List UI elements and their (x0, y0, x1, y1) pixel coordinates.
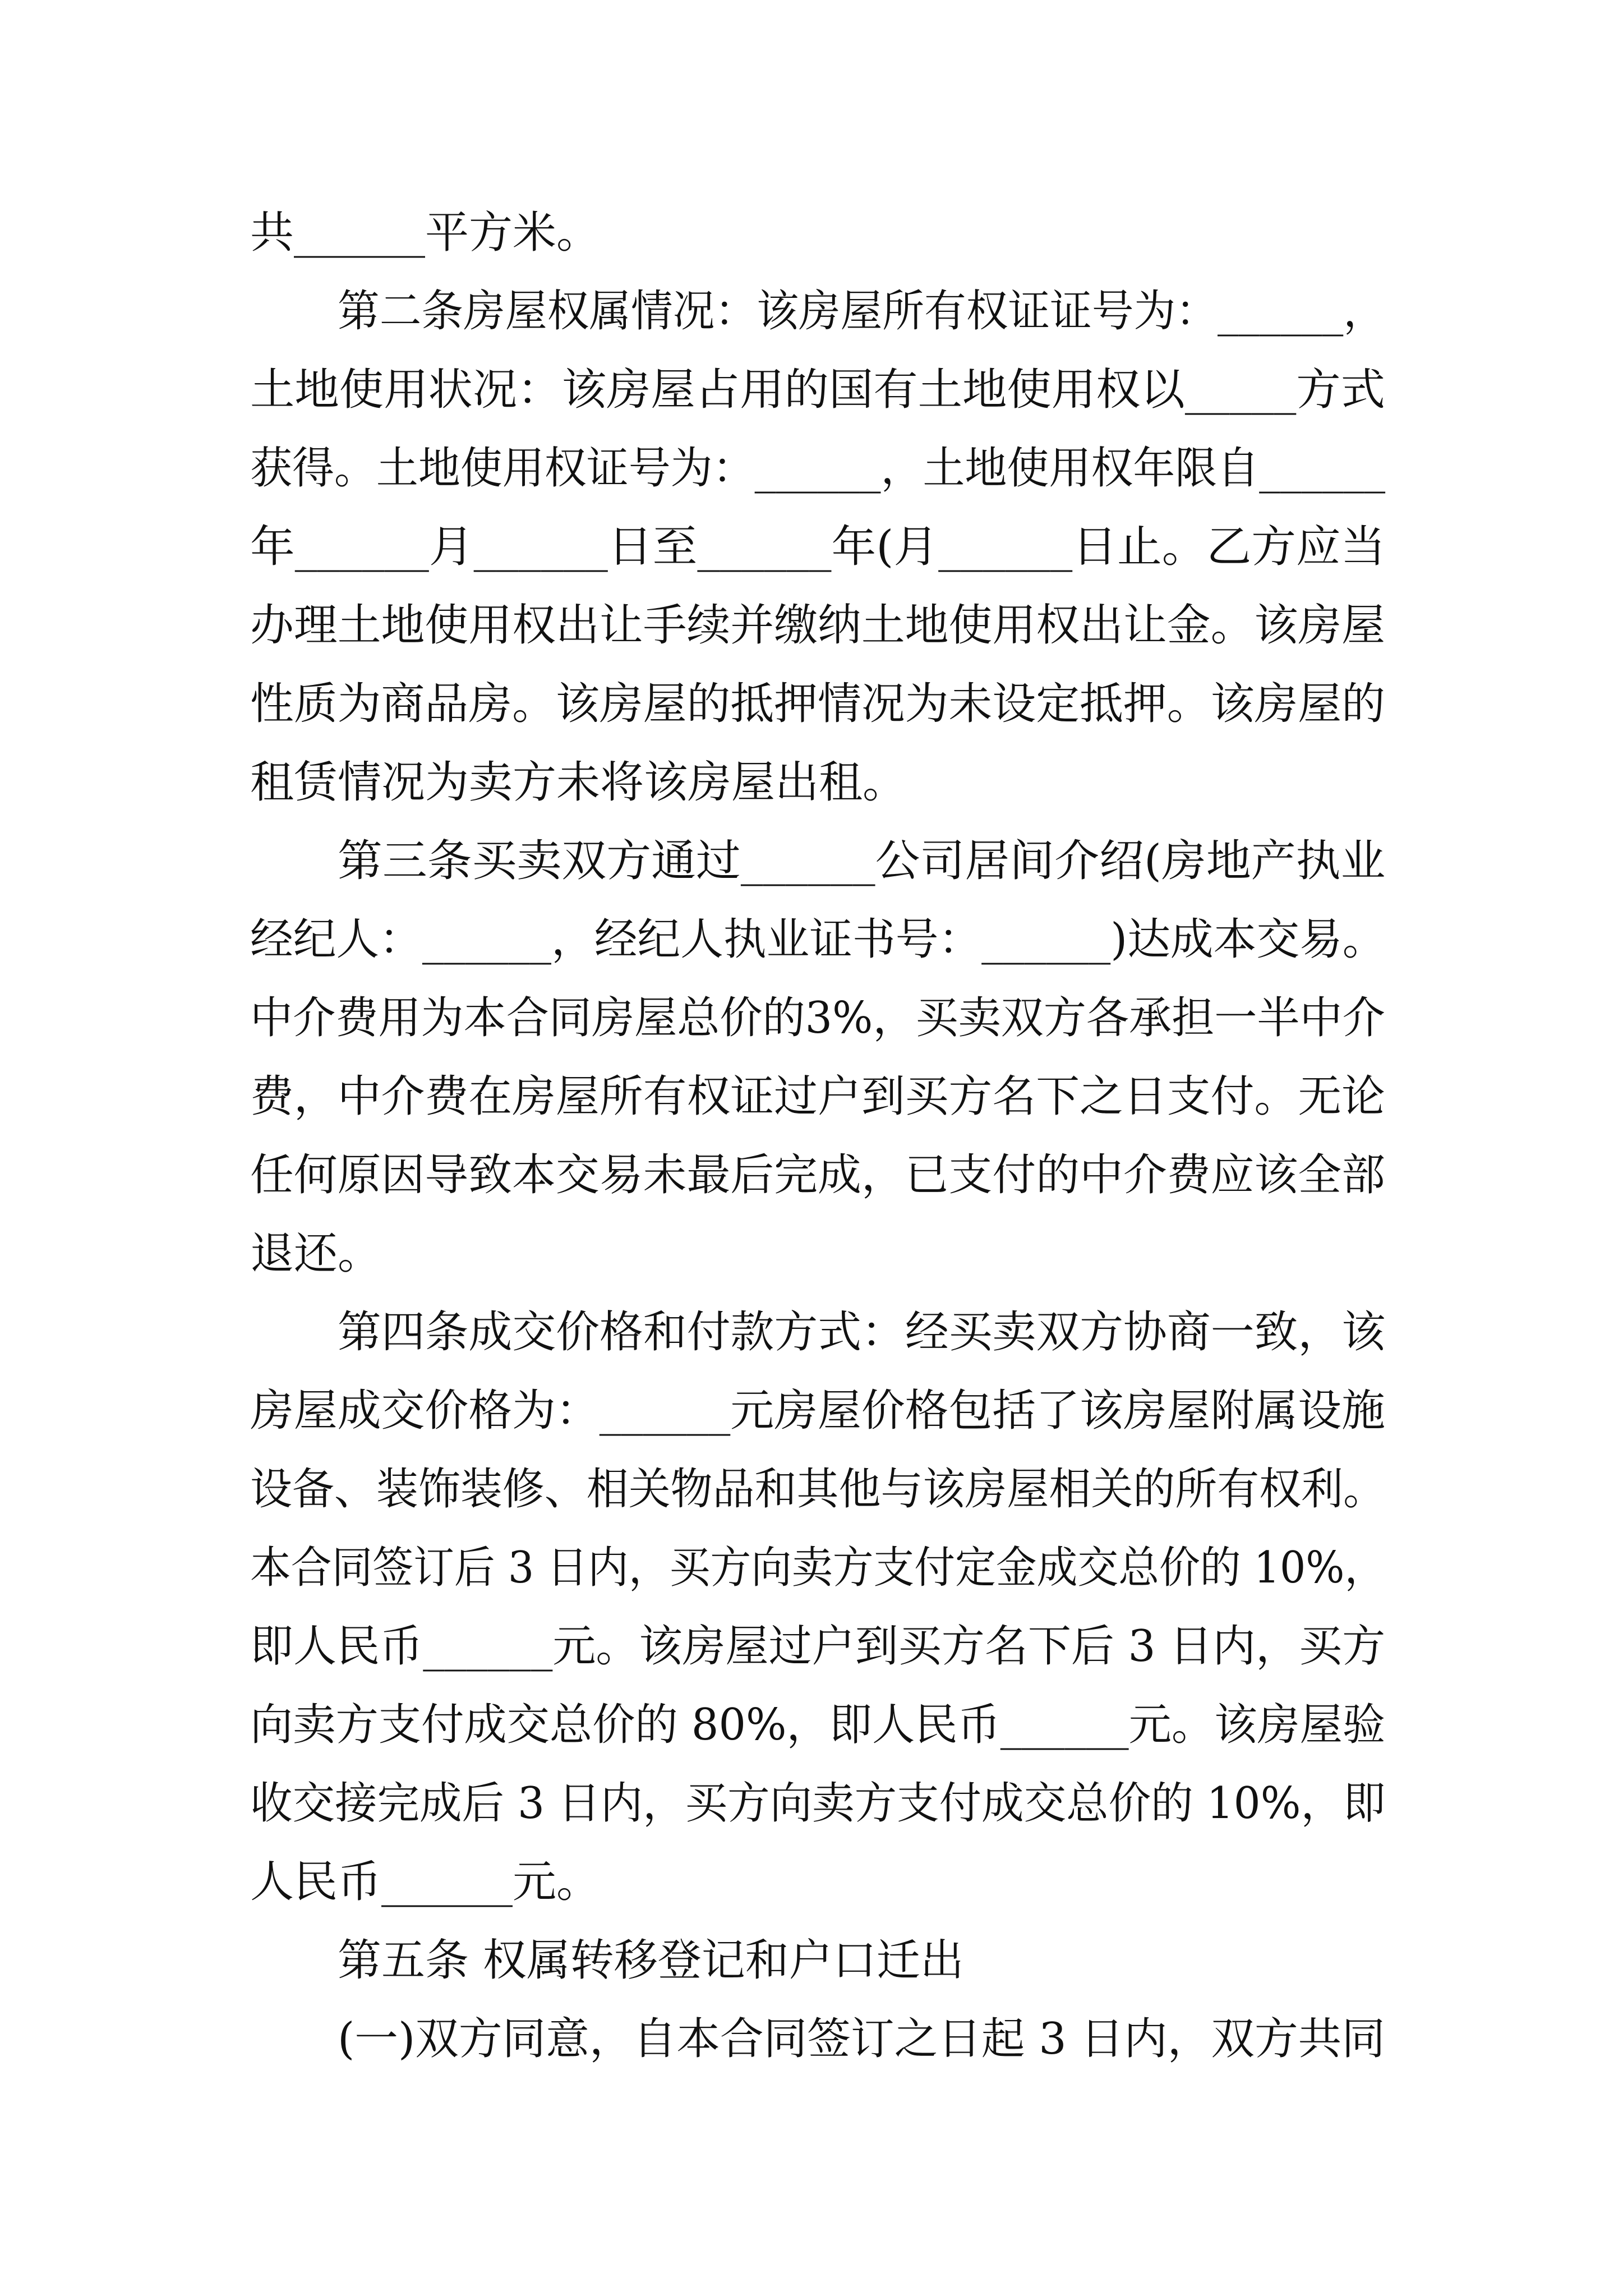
text-line: (一)双方同意，自本合同签订之日起 3 日内，双方共同 (338, 2014, 1386, 2064)
text-line: 人民币______元。 (250, 1857, 601, 1907)
text-line: 向卖方支付成交总价的 80%，即人民币______元。该房屋验 (250, 1700, 1386, 1750)
text-line: 经纪人：______，经纪人执业证书号：______)达成本交易。 (250, 914, 1386, 965)
text-line: 第三条买卖双方通过______公司居间介绍(房地产执业 (338, 836, 1386, 886)
text-line: 房屋成交价格为：______元房屋价格包括了该房屋附属设施 (250, 1386, 1385, 1436)
text-line: 共______平方米。 (250, 208, 601, 258)
text-line: 土地使用状况：该房屋占用的国有土地使用权以_____方式 (250, 365, 1386, 415)
text-line: 租赁情况为卖方未将该房屋出租。 (250, 757, 907, 808)
text-line: 获得。土地使用权证号为：______，土地使用权年限自______ (250, 443, 1386, 494)
text-line: 办理土地使用权出让手续并缴纳土地使用权出让金。该房屋 (250, 600, 1385, 651)
text-line: 任何原因导致本交易未最后完成，已支付的中介费应该全部 (250, 1150, 1385, 1200)
text-line: 费，中介费在房屋所有权证过户到买方名下之日支付。无论 (250, 1071, 1385, 1122)
text-line: 第四条成交价格和付款方式：经买卖双方协商一致，该 (338, 1307, 1386, 1358)
text-line: 中介费用为本合同房屋总价的3%，买卖双方各承担一半中介 (250, 993, 1385, 1043)
text-line: 收交接完成后 3 日内，买方向卖方支付成交总价的 10%，即 (250, 1778, 1386, 1829)
text-line: 年______月______日至______年(月______日止。乙方应当 (250, 522, 1386, 572)
text-line: 本合同签订后 3 日内，买方向卖方支付定金成交总价的 10%， (250, 1543, 1386, 1593)
text-line: 第二条房屋权属情况：该房屋所有权证证号为：______， (338, 286, 1385, 337)
text-line: 退还。 (250, 1228, 382, 1279)
text-line: 第五条 权属转移登记和户口迁出 (338, 1935, 964, 1986)
text-line: 性质为商品房。该房屋的抵押情况为未设定抵押。该房屋的 (250, 679, 1385, 729)
text-line: 即人民币______元。该房屋过户到买方名下后 3 日内，买方 (250, 1621, 1386, 1672)
text-line: 设备、装饰装修、相关物品和其他与该房屋相关的所有权利。 (250, 1464, 1386, 1515)
